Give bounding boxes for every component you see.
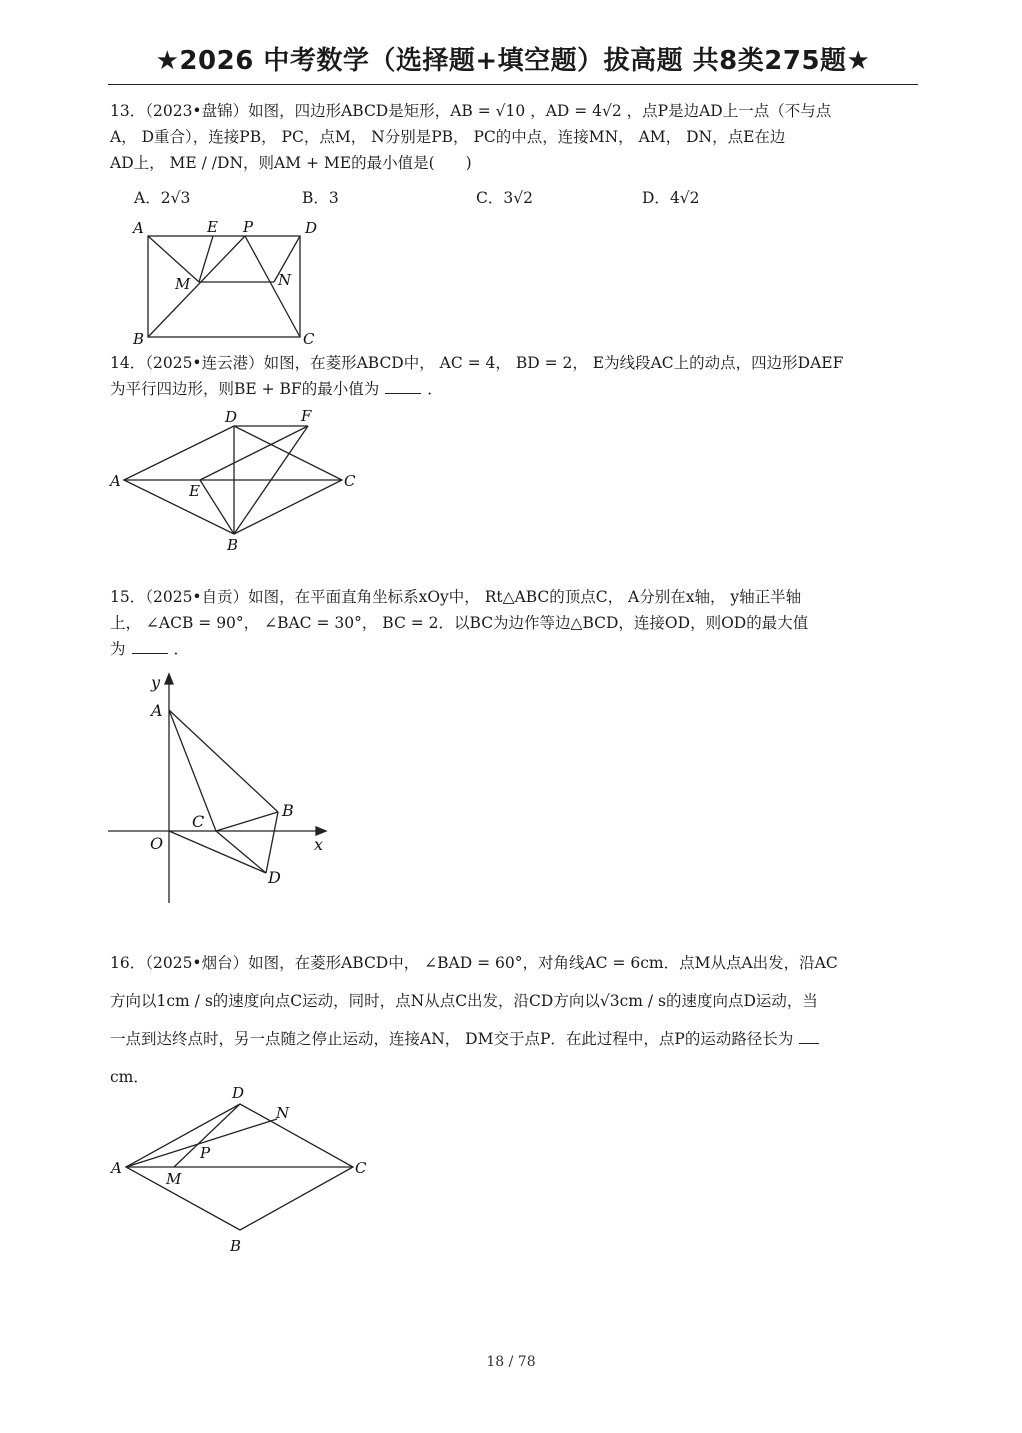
label-q14-a: A xyxy=(110,472,121,490)
question-16 xyxy=(110,944,915,1096)
label-q14-c: C xyxy=(344,472,356,490)
label-q15-o: O xyxy=(150,834,164,853)
question-13-number: 13． xyxy=(110,102,146,120)
question-14-line-1: 14．（2025•连云港）如图，在菱形ABCD中， AC = 4， BD = 2， E为线段AC上的动点，四边形DAEF xyxy=(110,354,844,372)
question-15-source: （2025•自贡） xyxy=(145,588,249,606)
label-q14-e: E xyxy=(189,482,200,500)
label-q16-c: C xyxy=(355,1159,367,1177)
label-q14-f: F xyxy=(301,407,312,425)
question-13-line-2: A， D重合），连接PB， PC，点M， N分别是PB， PC的中点，连接MN， AM， DN，点E在边 xyxy=(110,128,786,146)
label-q13-b: B xyxy=(133,330,145,348)
answer-blank-q16[interactable] xyxy=(799,1029,819,1044)
question-15 xyxy=(110,584,915,662)
question-14-line-2: 为平行四边形，则BE + BF的最小值为 ． xyxy=(110,380,443,398)
choice-c[interactable]: C．3√2 xyxy=(476,189,533,207)
page-header-title: ★2026 中考数学（选择题+填空题）拔高题 共8类275题★ xyxy=(155,46,871,76)
question-16-line-2: 方向以1cm / s的速度向点C运动，同时，点N从点C出发，沿CD方向以√3cm / s的速度向点D运动，当 xyxy=(110,992,818,1010)
label-q14-b: B xyxy=(227,536,239,552)
figure-q16 xyxy=(108,1076,378,1256)
label-q16-m: M xyxy=(166,1170,182,1188)
question-14-source: （2025•连云港） xyxy=(145,354,264,372)
label-q14-d: D xyxy=(225,408,238,426)
choice-b[interactable]: B．3 xyxy=(302,189,339,207)
question-16-source: （2025•烟台） xyxy=(145,954,249,972)
figure-q13 xyxy=(125,214,325,350)
header-divider xyxy=(108,84,918,85)
question-13 xyxy=(110,98,915,176)
label-q13-n: N xyxy=(278,271,292,289)
label-q15-a: A xyxy=(151,701,163,720)
answer-blank-q14[interactable] xyxy=(385,379,421,394)
label-q13-p: P xyxy=(243,218,254,236)
figure-q15 xyxy=(108,668,338,908)
question-13-line-3: AD上， ME / /DN，则AM + ME的最小值是( ) xyxy=(110,154,472,172)
label-q15-c: C xyxy=(192,812,205,831)
question-14-number: 14． xyxy=(110,354,146,372)
question-15-line-1: 15．（2025•自贡）如图，在平面直角坐标系xOy中， Rt△ABC的顶点C， A分别在x轴， y轴正半轴 xyxy=(110,588,802,606)
label-q16-a: A xyxy=(111,1159,122,1177)
label-q13-a: A xyxy=(133,219,144,237)
page-number: 18 / 78 xyxy=(486,1354,536,1370)
question-14 xyxy=(110,350,915,402)
label-q13-m: M xyxy=(175,275,191,293)
choice-d[interactable]: D．4√2 xyxy=(642,189,700,207)
label-q15-x: x xyxy=(314,835,324,854)
question-15-line-2: 上， ∠ACB = 90°， ∠BAC = 30°， BC = 2．以BC为边作等边△BCD，连接OD，则OD的最大值 xyxy=(110,614,809,632)
label-q16-n: N xyxy=(276,1104,290,1122)
label-q13-d: D xyxy=(305,219,318,237)
label-q13-c: C xyxy=(303,330,315,348)
question-13-line-1: 13．（2023•盘锦）如图，四边形ABCD是矩形，AB = √10 ，AD = 4√2 ，点P是边AD上一点（不与点 xyxy=(110,102,832,120)
question-16-line-1: 16．（2025•烟台）如图，在菱形ABCD中， ∠BAD = 60°，对角线AC = 6cm．点M从点A出发，沿AC xyxy=(110,954,838,972)
label-q16-d: D xyxy=(232,1084,245,1102)
choice-a[interactable]: A．2√3 xyxy=(134,189,191,207)
question-15-number: 15． xyxy=(110,588,146,606)
label-q15-b: B xyxy=(282,801,294,820)
label-q13-e: E xyxy=(207,218,218,236)
answer-blank-q15[interactable] xyxy=(132,639,168,654)
question-16-line-4: cm． xyxy=(110,1068,149,1086)
figure-q14 xyxy=(108,406,358,552)
question-13-source: （2023•盘锦） xyxy=(145,102,249,120)
label-q16-p: P xyxy=(200,1144,211,1162)
label-q15-d: D xyxy=(268,868,281,887)
question-15-line-3: 为 ． xyxy=(110,640,190,658)
question-16-number: 16． xyxy=(110,954,146,972)
label-q15-y: y xyxy=(151,673,161,692)
label-q16-b: B xyxy=(230,1237,242,1255)
question-16-line-3: 一点到达终点时，另一点随之停止运动，连接AN， DM交于点P．在此过程中，点P的运动路径长为 xyxy=(110,1020,915,1058)
